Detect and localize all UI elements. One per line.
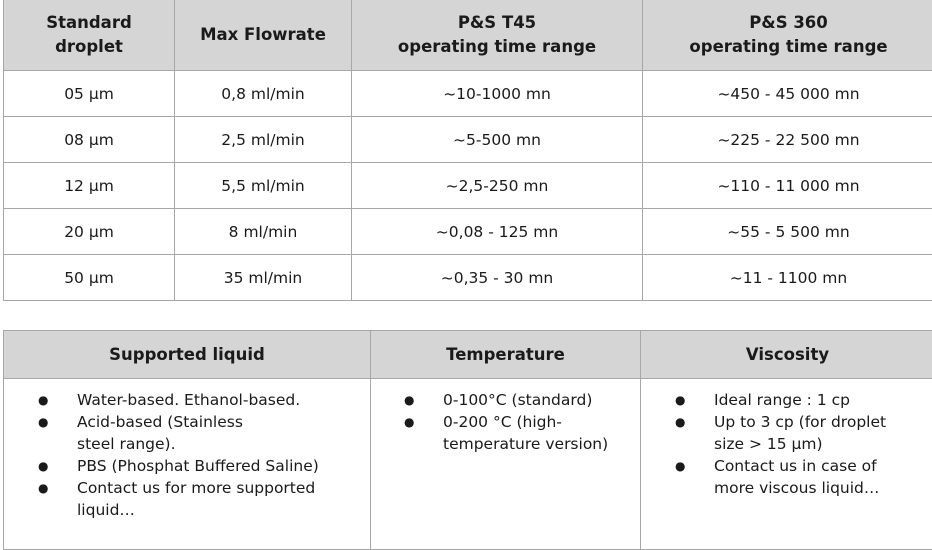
list-item: ● Contact us for more supported liquid… [4, 477, 370, 521]
cell-droplet: 05 µm [4, 71, 175, 117]
cell-droplet: 12 µm [4, 163, 175, 209]
header-line: Max Flowrate [175, 23, 351, 47]
header-viscosity: Viscosity [641, 331, 932, 379]
supported-liquid-list [4, 389, 370, 521]
cell-supported-liquid [4, 379, 371, 550]
cell-flowrate: 35 ml/min [175, 255, 352, 301]
cell-t45-time: ~10-1000 mn [352, 71, 643, 117]
cell-flowrate: 2,5 ml/min [175, 117, 352, 163]
cell-360-time: ~225 - 22 500 mn [643, 117, 932, 163]
header-standard-droplet [4, 0, 175, 71]
cell-t45-time: ~5-500 mn [352, 117, 643, 163]
droplet-spec-table [3, 0, 932, 301]
liquid-spec-table [3, 330, 932, 550]
header-line: operating time range [643, 35, 932, 59]
header-ps-360 [643, 0, 932, 71]
table-header-row [4, 331, 932, 379]
header-temperature: Temperature [371, 331, 641, 379]
table-row [4, 379, 932, 550]
cell-flowrate: 5,5 ml/min [175, 163, 352, 209]
table-row [4, 255, 932, 301]
table-row [4, 163, 932, 209]
header-line: P&S 360 [643, 11, 932, 35]
cell-droplet: 08 µm [4, 117, 175, 163]
header-line: operating time range [352, 35, 642, 59]
cell-droplet: 50 µm [4, 255, 175, 301]
cell-360-time: ~55 - 5 500 mn [643, 209, 932, 255]
cell-flowrate: 0,8 ml/min [175, 71, 352, 117]
cell-flowrate: 8 ml/min [175, 209, 352, 255]
header-line: droplet [4, 35, 174, 59]
cell-t45-time: ~0,08 - 125 mn [352, 209, 643, 255]
table-header-row [4, 0, 932, 71]
temperature-list [371, 389, 640, 455]
list-item: ● Up to 3 cp (for droplet size > 15 µm) [641, 411, 932, 455]
header-max-flowrate [175, 0, 352, 71]
header-line: P&S T45 [352, 11, 642, 35]
table-row [4, 209, 932, 255]
cell-droplet: 20 µm [4, 209, 175, 255]
viscosity-list [641, 389, 932, 499]
list-item: ● Ideal range : 1 cp [641, 389, 932, 411]
header-line: Standard [4, 11, 174, 35]
cell-360-time: ~450 - 45 000 mn [643, 71, 932, 117]
cell-viscosity [641, 379, 932, 550]
cell-t45-time: ~2,5-250 mn [352, 163, 643, 209]
header-ps-t45 [352, 0, 643, 71]
list-item: ● 0-100°C (standard) [371, 389, 640, 411]
table-row [4, 117, 932, 163]
list-item: ● Water-based. Ethanol-based. [4, 389, 370, 411]
table-row [4, 71, 932, 117]
cell-t45-time: ~0,35 - 30 mn [352, 255, 643, 301]
cell-360-time: ~110 - 11 000 mn [643, 163, 932, 209]
list-item: ● Contact us in case of more viscous liquid… [641, 455, 932, 499]
header-supported-liquid: Supported liquid [4, 331, 371, 379]
list-item: ● Acid-based (Stainless steel range). [4, 411, 370, 455]
cell-360-time: ~11 - 1100 mn [643, 255, 932, 301]
list-item: ● 0-200 °C (high-temperature version) [371, 411, 640, 455]
cell-temperature [371, 379, 641, 550]
list-item: ● PBS (Phosphat Buffered Saline) [4, 455, 370, 477]
